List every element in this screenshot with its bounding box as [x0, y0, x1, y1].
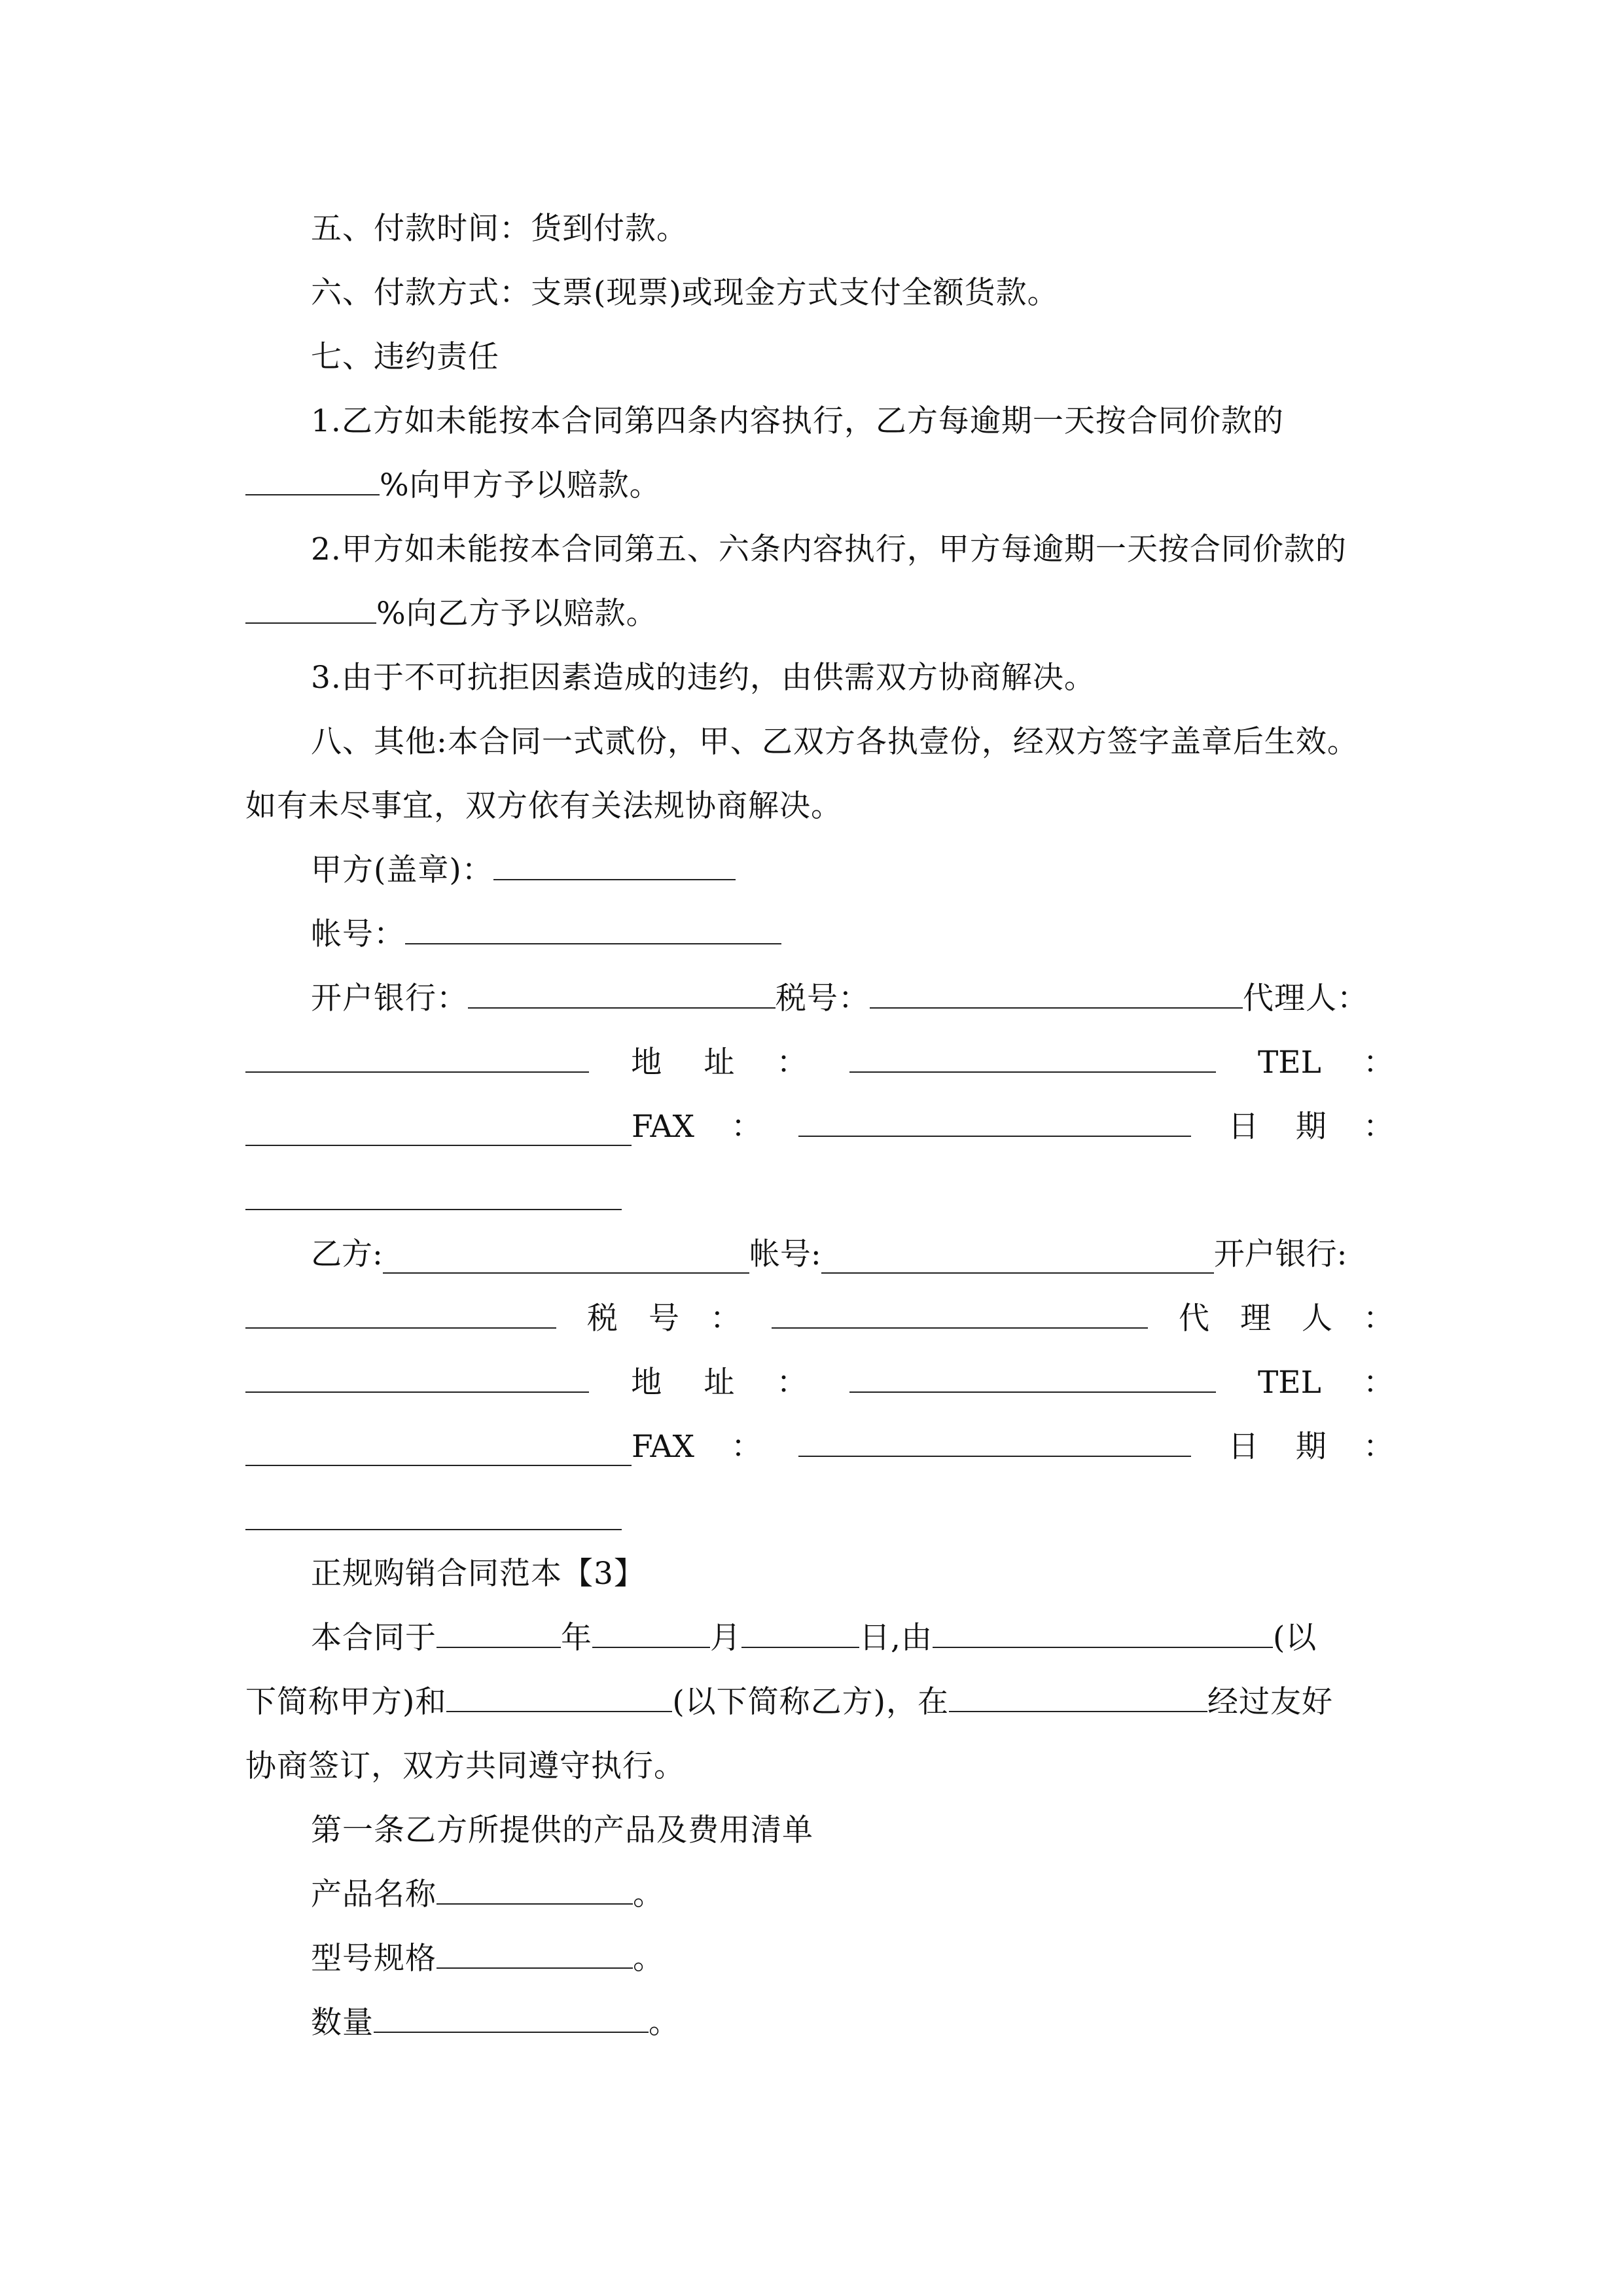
year-label: 年: [561, 1620, 592, 1656]
party-a-account-field[interactable]: [405, 903, 781, 944]
party-b-fax-colon: ：: [731, 1429, 762, 1465]
party-b-agent-1: 代: [1179, 1300, 1209, 1336]
quantity-label: 数量: [311, 2005, 374, 2041]
party-b-label: 乙方:: [311, 1236, 383, 1272]
party-a-date-field[interactable]: [245, 1168, 622, 1210]
contract-day-field[interactable]: [741, 1606, 859, 1648]
party-b-name-field[interactable]: [383, 1232, 749, 1274]
party-b-date-colon: ：: [1363, 1429, 1394, 1465]
article-1-heading: 第一条乙方所提供的产品及费用清单: [311, 1812, 813, 1848]
party-a-date-2: 期: [1295, 1109, 1327, 1145]
liability-item-3: 3.由于不可抗拒因素造成的违约，由供需双方协商解决。: [311, 660, 1096, 696]
party-a-seal-field[interactable]: [493, 838, 736, 880]
party-b-addr-colon: ：: [776, 1365, 808, 1401]
party-a-tel-colon: ：: [1363, 1045, 1394, 1081]
period: 。: [633, 1941, 664, 1977]
model-row: [311, 1926, 1459, 1992]
party-b-address-row: [245, 1350, 1394, 1416]
party-b-name-field-2[interactable]: [446, 1670, 672, 1712]
negotiation-text: 经过友好: [1207, 1684, 1334, 1720]
party-a-abbr-text: 下简称甲方)和: [245, 1684, 447, 1720]
liability-item-1: 1.乙方如未能按本合同第四条内容执行，乙方每逾期一天按合同价款的: [311, 403, 1284, 439]
party-b-address-field[interactable]: [849, 1351, 1216, 1393]
product-name-field[interactable]: [437, 1863, 633, 1905]
party-a-date-1: 日: [1228, 1109, 1259, 1145]
party-a-agent-field[interactable]: [245, 1031, 589, 1073]
party-a-date-row: [245, 1158, 1394, 1224]
party-a-seal-label: 甲方(盖章)：: [311, 852, 493, 888]
party-b-fax-row: [245, 1414, 1394, 1480]
party-b-abbr-text: (以下简称乙方)，在: [672, 1684, 950, 1720]
party-a-seal-row: [311, 838, 1459, 903]
party-b-row: [311, 1222, 1394, 1287]
party-b-addr-2: 址: [704, 1365, 735, 1401]
party-b-fax-label: FAX: [632, 1429, 694, 1465]
party-b-tax-1: 税: [587, 1300, 618, 1336]
contract-3-intro: 本合同于: [311, 1620, 437, 1656]
liability-item-2: 2.甲方如未能按本合同第五、六条内容执行，甲方每逾期一天按合同价款的: [311, 531, 1347, 567]
party-b-addr-1: 地: [631, 1365, 662, 1401]
party-a-fax-field[interactable]: [798, 1095, 1191, 1137]
contract-3-parties-row: [245, 1670, 1394, 1735]
party-a-name-field[interactable]: [933, 1606, 1273, 1648]
party-a-bank-row: [311, 966, 1394, 1031]
month-label: 月: [710, 1620, 741, 1656]
party-b-date-row: [245, 1479, 1394, 1544]
party-b-account-field[interactable]: [821, 1232, 1214, 1274]
party-a-address-field[interactable]: [849, 1031, 1216, 1073]
party-b-tax-field[interactable]: [772, 1287, 1148, 1329]
party-b-bank-label: 开户银行:: [1213, 1236, 1347, 1272]
period: 。: [649, 2005, 680, 2041]
party-b-agent-colon: ：: [1363, 1300, 1394, 1336]
contract-year-field[interactable]: [437, 1606, 561, 1648]
party-a-addr-2: 址: [704, 1045, 735, 1081]
party-b-date-2: 期: [1295, 1429, 1327, 1465]
party-a-bank-field[interactable]: [468, 967, 776, 1009]
party-b-tax-row: [245, 1286, 1394, 1352]
contract-month-field[interactable]: [592, 1606, 710, 1648]
contract-3-title: 正规购销合同范本【3】: [311, 1556, 645, 1592]
blank-field[interactable]: [245, 582, 376, 624]
model-label: 型号规格: [311, 1941, 437, 1977]
liability-item-2-cont: [245, 581, 1394, 647]
party-a-date-colon: ：: [1363, 1109, 1394, 1145]
party-b-account-label: 帐号:: [749, 1236, 821, 1272]
period: 。: [633, 1876, 664, 1912]
party-b-date-1: 日: [1228, 1429, 1259, 1465]
quantity-field[interactable]: [374, 1991, 649, 2033]
party-b-tel-field[interactable]: [245, 1424, 632, 1466]
party-a-addr-1: 地: [631, 1045, 662, 1081]
product-name-row: [311, 1862, 1459, 1928]
party-a-fax-row: [245, 1094, 1394, 1160]
party-b-tax-colon: ：: [710, 1300, 741, 1336]
clause-other-cont: 如有未尽事宜，双方依有关法规协商解决。: [245, 788, 842, 824]
abbr-open: (以: [1272, 1620, 1317, 1656]
party-b-tel-colon: ：: [1363, 1365, 1394, 1401]
liability-item-1-text: %向甲方予以赔款。: [380, 467, 661, 503]
party-a-account-row: [311, 902, 1459, 967]
liability-item-1-cont: [245, 453, 1394, 518]
party-b-agent-2: 理: [1240, 1300, 1271, 1336]
clause-payment-time: 五、付款时间：货到付款。: [311, 211, 688, 247]
quantity-row: [311, 1990, 1459, 2056]
party-a-address-row: [245, 1030, 1394, 1096]
blank-field[interactable]: [245, 454, 380, 495]
party-a-tel-label: TEL: [1257, 1045, 1321, 1081]
party-a-tax-field[interactable]: [870, 967, 1243, 1009]
contract-3-date-row: [311, 1605, 1459, 1671]
model-field[interactable]: [437, 1927, 633, 1969]
contract-3-agreement: 协商签订，双方共同遵守执行。: [245, 1748, 685, 1784]
party-a-account-label: 帐号：: [311, 916, 405, 952]
party-a-bank-label: 开户银行：: [311, 980, 468, 1016]
party-b-bank-field[interactable]: [245, 1287, 556, 1329]
day-label: 日,由: [859, 1620, 933, 1656]
party-a-tel-field[interactable]: [245, 1104, 632, 1146]
party-b-agent-3: 人: [1302, 1300, 1332, 1336]
party-a-agent-label: 代理人：: [1243, 980, 1368, 1016]
party-a-addr-colon: ：: [776, 1045, 808, 1081]
party-a-tax-label: 税号：: [776, 980, 870, 1016]
clause-payment-method: 六、付款方式：支票(现票)或现金方式支付全额货款。: [311, 275, 1059, 311]
clause-liability-heading: 七、违约责任: [311, 339, 499, 375]
party-b-agent-field[interactable]: [245, 1351, 589, 1393]
location-field[interactable]: [949, 1670, 1207, 1712]
party-a-fax-label: FAX: [632, 1109, 694, 1145]
party-b-tel-label: TEL: [1257, 1365, 1321, 1401]
party-b-fax-field[interactable]: [798, 1415, 1191, 1457]
party-a-fax-colon: ：: [731, 1109, 762, 1145]
product-name-label: 产品名称: [311, 1876, 437, 1912]
party-b-date-field[interactable]: [245, 1488, 622, 1530]
party-b-tax-2: 号: [649, 1300, 679, 1336]
clause-other: 八、其他:本合同一式贰份，甲、乙双方各执壹份，经双方签字盖章后生效。: [311, 724, 1359, 760]
liability-item-2-text: %向乙方予以赔款。: [376, 596, 658, 632]
